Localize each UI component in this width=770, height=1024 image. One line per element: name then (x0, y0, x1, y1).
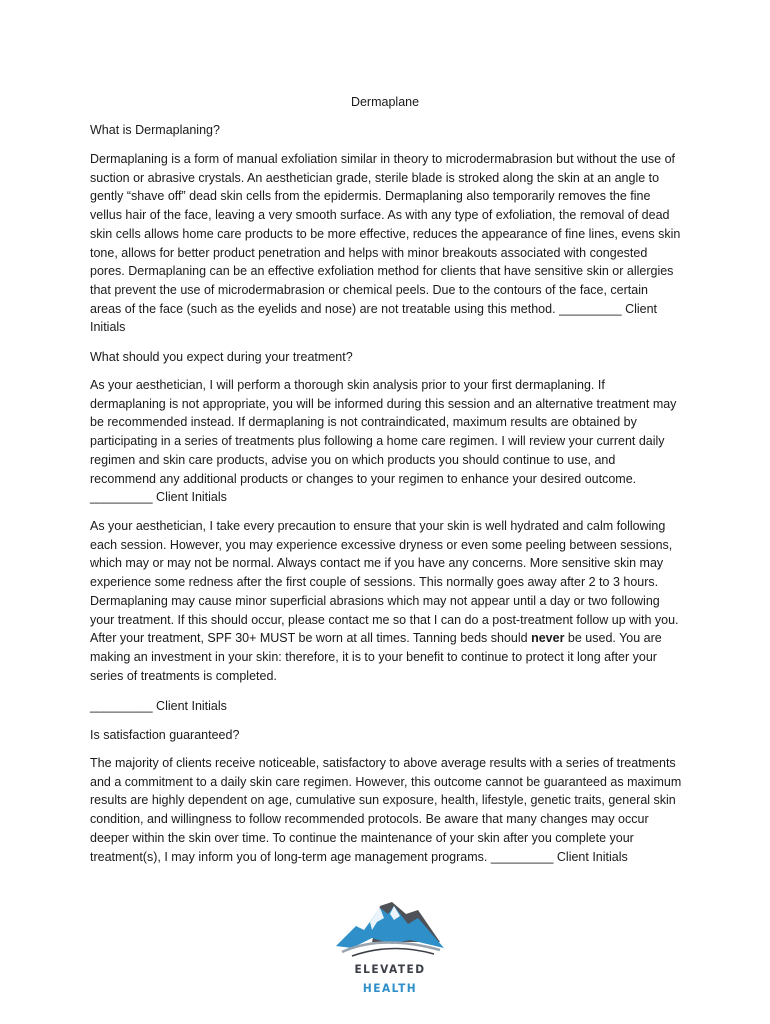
section-body-aftercare (90, 517, 682, 685)
section-heading-what-is: What is Dermaplaning? (90, 123, 220, 137)
section-heading-satisfaction: Is satisfaction guaranteed? (90, 728, 240, 742)
document-title: Dermaplane (350, 95, 420, 109)
client-initials-line: _________ Client Initials (90, 699, 227, 713)
logo-word-elevated: ELEVATED (354, 962, 426, 976)
aftercare-text-end: be used. You are making an investment in your skin: therefore, it is to your benefit to continue to protect it long after your series of treatments is completed. (90, 631, 662, 683)
section-heading-expectations: What should you expect during your treatment? (90, 350, 353, 364)
logo-wordmark (327, 960, 452, 997)
section-body-what-is: Dermaplaning is a form of manual exfoliation similar in theory to microdermabrasion but without the use of suction or abrasive crystals. An aesthetician grade, sterile blade is stroked along the skin at an angle to gently “shave off” dead skin cells from the epidermis. Dermaplaning also temporarily removes the fine vellus hair of the face, leaving a very smooth surface. As with any type of exfoliation, the removal of dead skin cells allows home care products to be more effective, reduces the appearance of fine lines, evens skin tone, allows for better product penetration and helps with minor breakouts associated with congested pores. Dermaplaning can be an effective exfoliation method for clients that have sensitive skin or allergies that prevent the use of microdermabrasion or chemical peels. Due to the contours of the face, certain areas of the face (such as the eyelids and nose) are not treatable using this method. _________ Client Initials (90, 152, 681, 335)
section-body-satisfaction: The majority of clients receive noticeable, satisfactory to above average results with a series of treatments and a commitment to a daily skin care regimen. However, this outcome cannot be guaranteed as maximum results are highly dependent on age, cumulative sun exposure, health, lifestyle, genetic traits, general skin condition, and willingness to follow recommended protocols. Be aware that many changes may occur deeper within the skin over time. To continue the maintenance of your skin after you complete your treatment(s), I may inform you of long-term age management programs. _________ Client Initials (90, 756, 682, 864)
mountain-logo-icon (322, 900, 458, 958)
logo-word-health: HEALTH (362, 980, 418, 995)
aftercare-emphasis: never (531, 631, 565, 646)
elevated-health-logo (322, 900, 458, 995)
aftercare-text-start: As your aesthetician, I take every precaution to ensure that your skin is well hydrated and calm following each session. However, you may experience excessive dryness or even some peeling between sessions, which may or may not be normal. Always contact me if you have any concerns. More sensitive skin may experience some redness after the first couple of sessions. This normally goes away after 2 to 3 hours. Dermaplaning may cause minor superficial abrasions which may not appear until a day or two following your treatment. If this should occur, please contact me so that I can do a post-treatment follow up with you. After your treatment, SPF 30+ MUST be worn at all times. Tanning beds should (90, 519, 679, 646)
section-body-expectations: As your aesthetician, I will perform a thorough skin analysis prior to your first dermaplaning. If dermaplaning is not appropriate, you will be informed during this session and an alternative treatment may be recommended instead. If dermaplaning is not contraindicated, maximum results are obtained by participating in a series of treatments plus following a home care regimen. I will review your current daily regimen and skin care products, advise you on which products you should continue to use, and recommend any additional products or changes to your regimen to enhance your desired outcome. _________ Client Initials (90, 378, 677, 505)
